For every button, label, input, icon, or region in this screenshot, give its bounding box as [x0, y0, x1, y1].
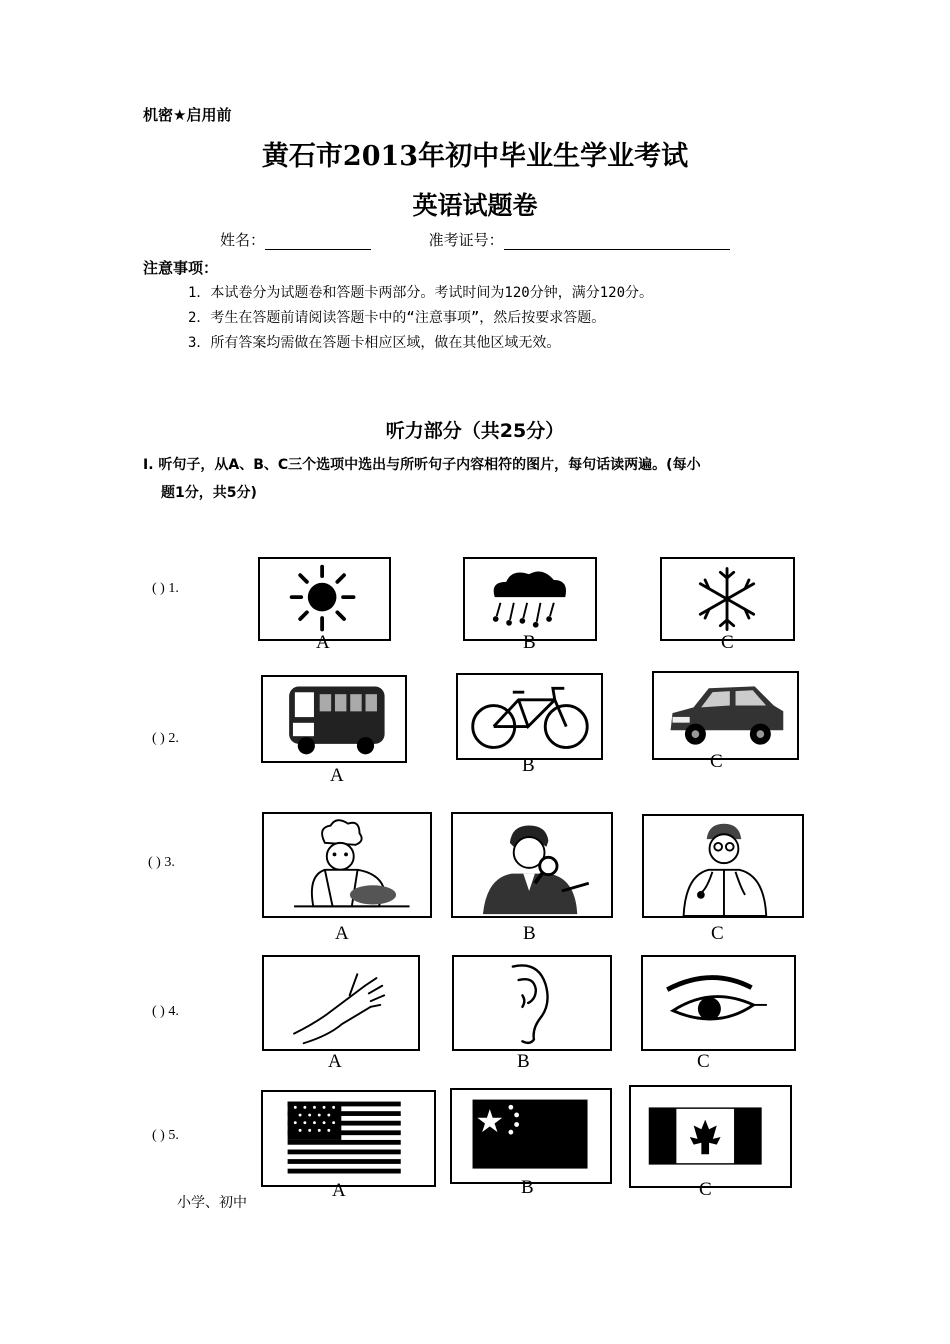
question-number-3: ( ) 3. — [148, 855, 175, 870]
usa-flag-icon — [263, 1092, 434, 1185]
option-1a-picture[interactable] — [258, 557, 391, 641]
option-5a-picture[interactable] — [261, 1090, 436, 1187]
name-label: 姓名： — [220, 231, 266, 249]
option-5c-letter: C — [699, 1179, 712, 1200]
option-4b-picture[interactable] — [452, 955, 612, 1051]
bus-icon — [263, 677, 405, 761]
section-instruction-cont: 题1分，共5分) — [161, 485, 257, 501]
option-3a-picture[interactable] — [262, 812, 432, 918]
option-4b-letter: B — [517, 1051, 530, 1072]
notice-heading: 注意事项： — [143, 259, 219, 277]
car-icon — [654, 673, 797, 758]
option-3a-letter: A — [335, 923, 349, 944]
option-3c-letter: C — [711, 923, 724, 944]
section-instruction: I. 听句子，从A、B、C三个选项中选出与所听句子内容相符的图片，每句话读两遍。(每小 — [143, 457, 701, 473]
exam-subtitle: 英语试题卷 — [412, 191, 538, 220]
doctor-icon — [644, 816, 802, 916]
option-3b-picture[interactable] — [451, 812, 613, 918]
footer-label: 小学、初中 — [177, 1195, 247, 1211]
ear-icon — [454, 957, 610, 1049]
option-2a-letter: A — [330, 765, 344, 786]
detective-icon — [453, 814, 611, 916]
question-number-1: ( ) 1. — [152, 581, 179, 596]
question-number-4: ( ) 4. — [152, 1004, 179, 1019]
option-4a-picture[interactable] — [262, 955, 420, 1051]
notice-item-2: 2．考生在答题前请阅读答题卡中的“注意事项”，然后按要求答题。 — [188, 310, 606, 326]
exam-id-blank — [504, 233, 730, 250]
rain-cloud-icon — [465, 559, 595, 639]
hand-icon — [264, 957, 418, 1049]
option-5a-letter: A — [332, 1180, 346, 1201]
option-2c-letter: C — [710, 751, 723, 772]
exam-title: 黄石市2013年初中毕业生学业考试 — [261, 141, 689, 172]
sun-icon — [260, 559, 389, 639]
option-1b-picture[interactable] — [463, 557, 597, 641]
china-flag-icon — [452, 1090, 610, 1182]
option-3c-picture[interactable] — [642, 814, 804, 918]
option-5c-picture[interactable] — [629, 1085, 792, 1188]
option-4c-letter: C — [697, 1051, 710, 1072]
option-2b-letter: B — [522, 755, 535, 776]
notice-item-3: 3．所有答案均需做在答题卡相应区域，做在其他区域无效。 — [188, 335, 561, 351]
snowflake-icon — [662, 559, 793, 639]
option-1c-picture[interactable] — [660, 557, 795, 641]
option-3b-letter: B — [523, 923, 536, 944]
option-2c-picture[interactable] — [652, 671, 799, 760]
eye-icon — [643, 957, 794, 1049]
bicycle-icon — [458, 675, 601, 758]
cook-icon — [264, 814, 430, 916]
notice-item-1: 1．本试卷分为试题卷和答题卡两部分。考试时间为120分钟，满分120分。 — [188, 285, 653, 301]
option-1a-letter: A — [316, 632, 330, 653]
option-1b-letter: B — [523, 632, 536, 653]
section-title: 听力部分（共25分） — [385, 420, 565, 442]
question-number-5: ( ) 5. — [152, 1128, 179, 1143]
option-1c-letter: C — [721, 632, 734, 653]
option-2b-picture[interactable] — [456, 673, 603, 760]
option-5b-letter: B — [521, 1177, 534, 1198]
option-4c-picture[interactable] — [641, 955, 796, 1051]
option-5b-picture[interactable] — [450, 1088, 612, 1184]
exam-id-label: 准考证号： — [428, 231, 504, 249]
name-row — [220, 229, 730, 250]
option-4a-letter: A — [328, 1051, 342, 1072]
name-blank — [265, 233, 371, 250]
option-2a-picture[interactable] — [261, 675, 407, 763]
canada-flag-icon — [631, 1087, 790, 1186]
question-number-2: ( ) 2. — [152, 731, 179, 746]
secret-label: 机密★启用前 — [143, 106, 232, 124]
